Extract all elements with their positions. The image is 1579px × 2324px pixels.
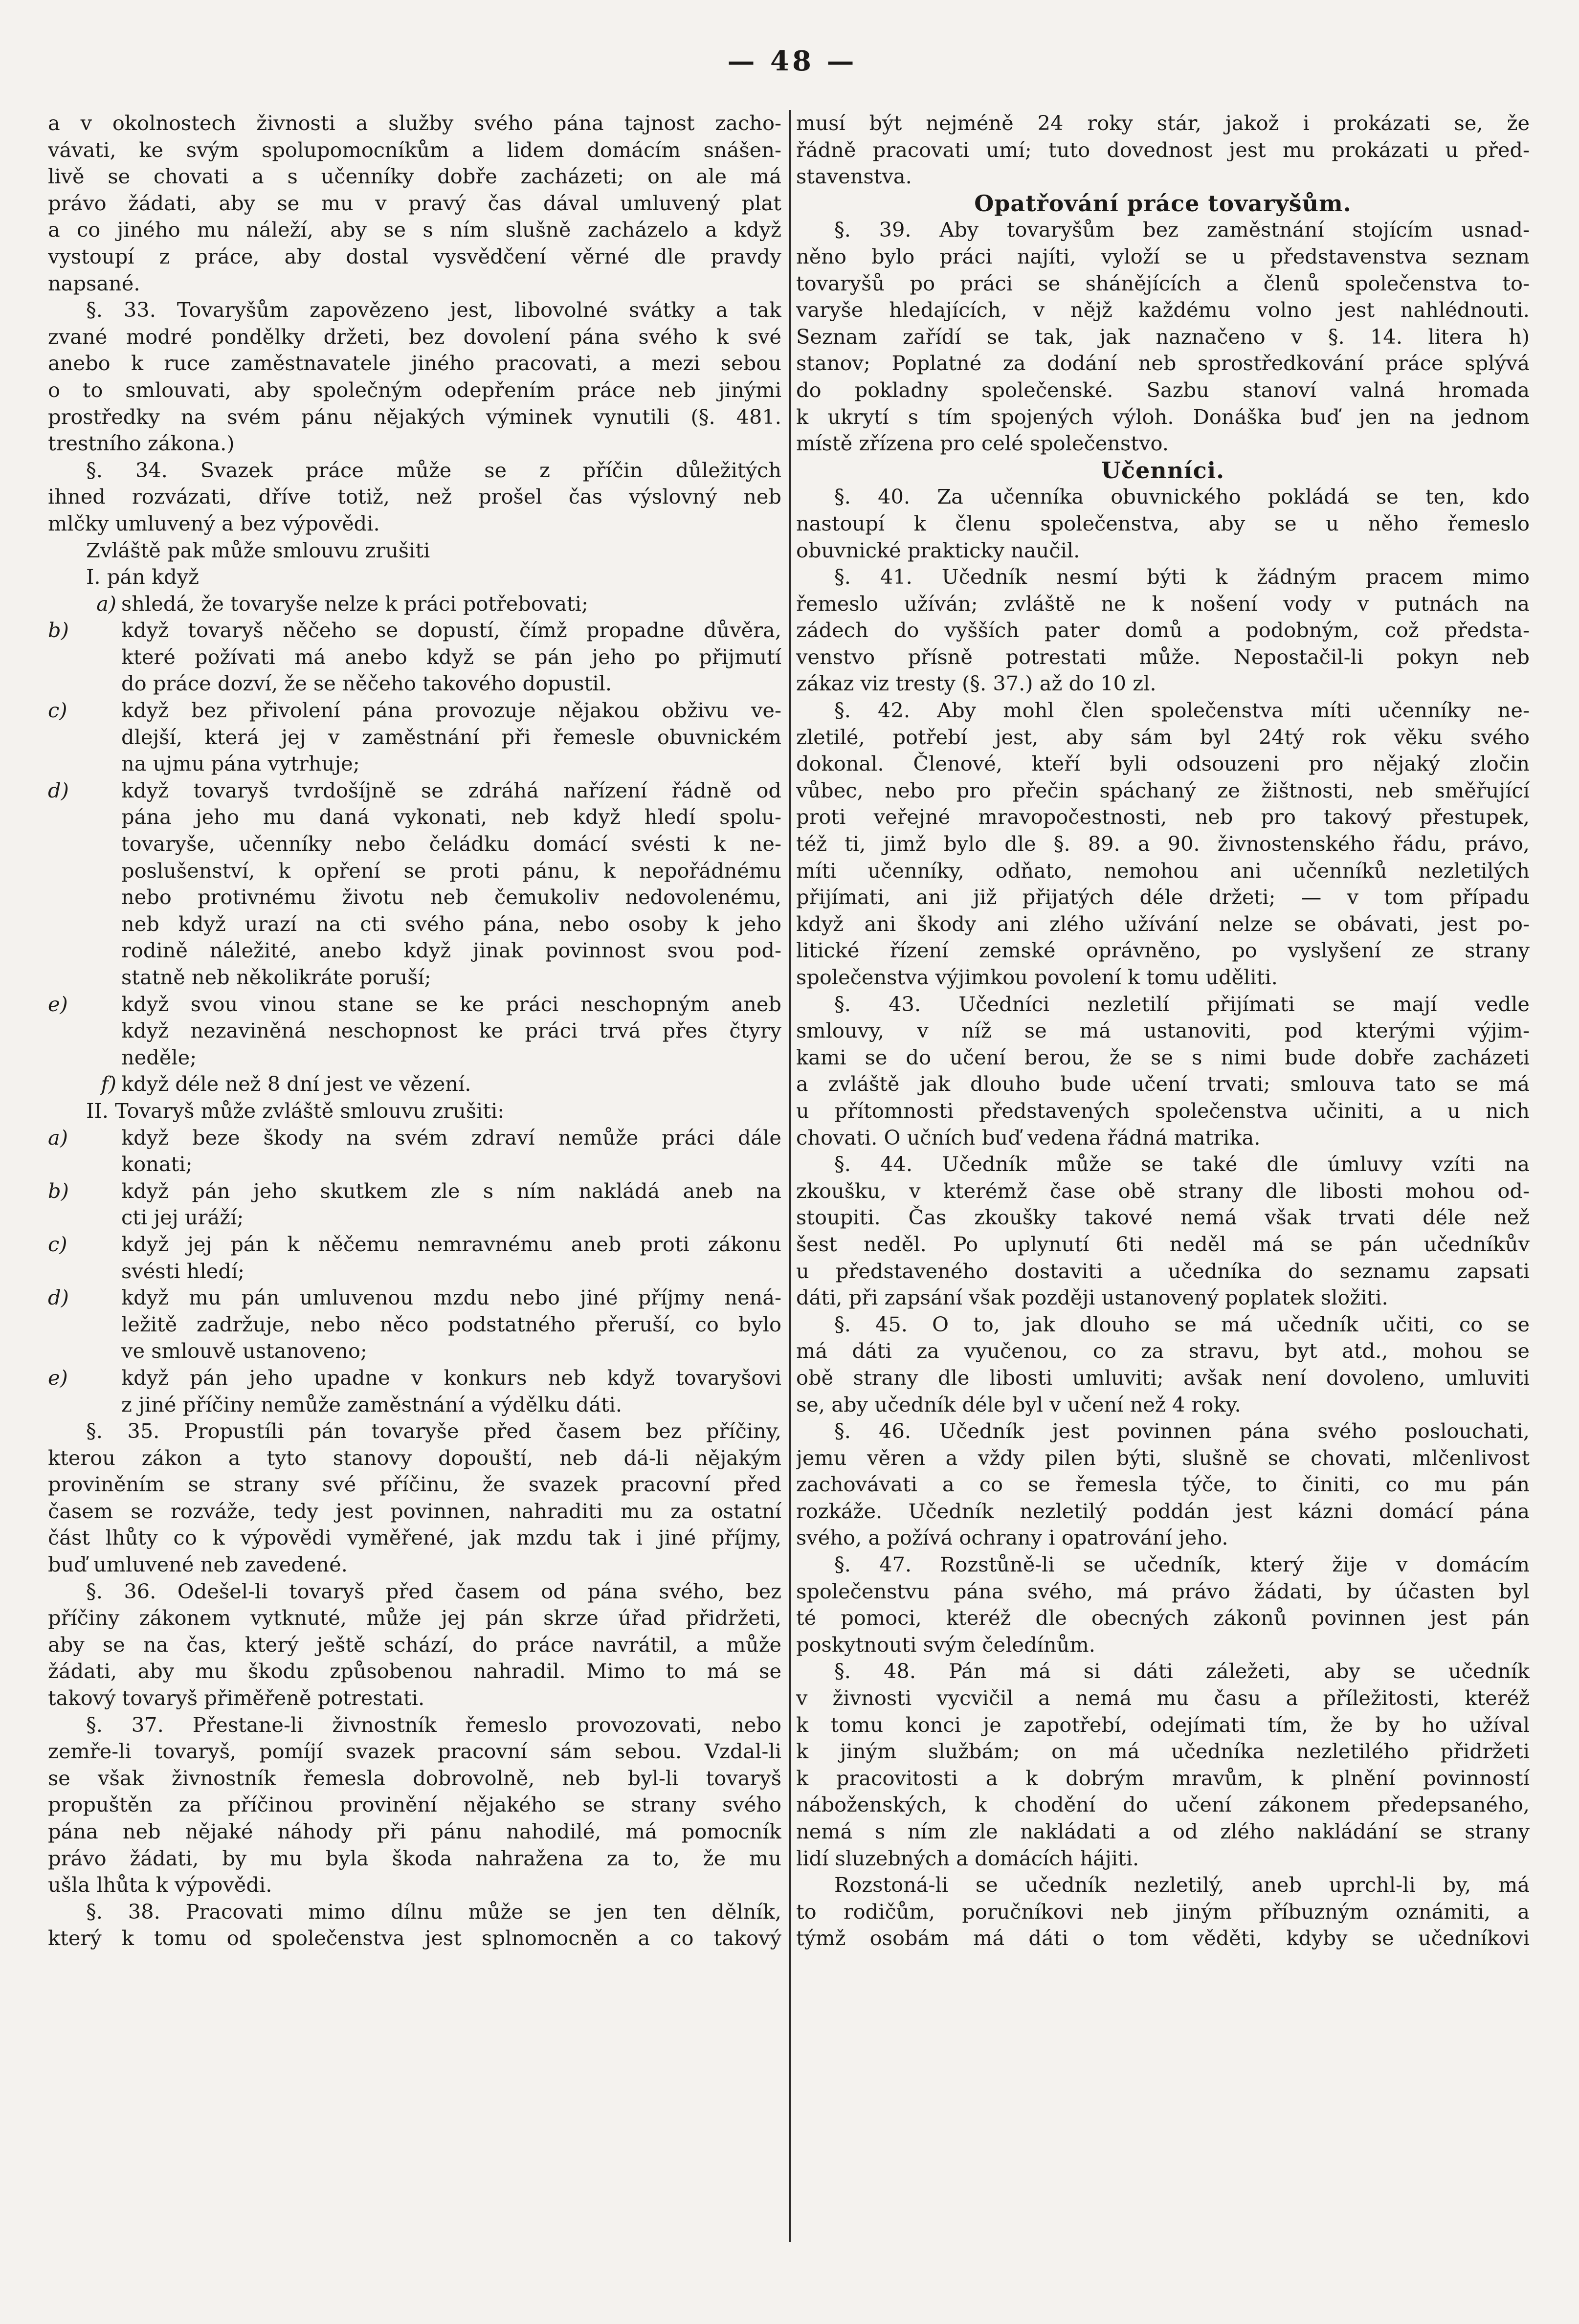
text-line bbox=[48, 137, 781, 164]
text-line bbox=[796, 911, 1530, 938]
left-column bbox=[48, 110, 781, 1952]
line-text: kterou zákon a tyto stanovy dopouští, neb dá-li nějakým bbox=[48, 1445, 781, 1470]
text-line bbox=[796, 1765, 1530, 1792]
text-line bbox=[48, 1178, 781, 1205]
text-line bbox=[48, 404, 781, 431]
line-text: §. 33. Tovaryšům zapovězeno jest, libovolné svátky a tak bbox=[86, 298, 781, 322]
line-text: ihned rozvázati, dříve totiž, než prošel čas výslovný neb bbox=[48, 485, 781, 509]
text-line bbox=[796, 1818, 1530, 1845]
line-text: právo žádati, by mu byla škoda nahražena za to, že mu bbox=[48, 1846, 781, 1870]
text-line bbox=[48, 991, 781, 1018]
line-text: §. 37. Přestane-li živnostník řemeslo provozovati, nebo bbox=[86, 1712, 781, 1737]
text-line bbox=[48, 1231, 781, 1258]
line-text: §. 47. Rozstůně-li se učedník, který žije v domácím bbox=[834, 1552, 1530, 1577]
text-line bbox=[48, 1338, 781, 1365]
text-line bbox=[796, 1738, 1530, 1765]
text-line bbox=[48, 1818, 781, 1845]
text-line bbox=[796, 163, 1530, 190]
line-text: ležitě zadržuje, nebo něco podstatného přeruší, co bylo bbox=[121, 1312, 781, 1336]
line-text: na ujmu pána vytrhuje; bbox=[121, 752, 360, 776]
line-text: §. 48. Pán má si dáti záležeti, aby se učedník bbox=[834, 1659, 1530, 1683]
line-text: §. 38. Pracovati mimo dílnu může se jen ten dělník, bbox=[86, 1899, 781, 1924]
line-text: varyše hledajících, v nějž každému volno jest nahlédnouti. bbox=[796, 298, 1530, 322]
text-line bbox=[48, 163, 781, 190]
line-text: poslušenství, k opření se proti pánu, k nepořádnému bbox=[121, 858, 781, 883]
line-text: které požívati má anebo když se pán jeho po přijmutí bbox=[121, 644, 781, 669]
line-text: poskytnouti svým čeledínům. bbox=[796, 1632, 1095, 1657]
line-text: proviněním se strany své příčinu, že svazek pracovní před bbox=[48, 1472, 781, 1497]
text-line bbox=[48, 1071, 781, 1098]
text-line bbox=[48, 1311, 781, 1338]
text-line bbox=[48, 484, 781, 510]
line-text: u představeného dostaviti a učedníka do seznamu zapsati bbox=[796, 1259, 1530, 1283]
line-text: ve smlouvě ustanoveno; bbox=[121, 1339, 367, 1363]
line-text: ušla lhůta k výpovědi. bbox=[48, 1873, 272, 1897]
line-text: týmž osobám má dáti o tom věděti, kdyby se učedníkovi bbox=[796, 1926, 1530, 1950]
line-text: řemeslo užíván; zvláště ne k nošení vody v putnách na bbox=[796, 591, 1530, 616]
line-text: se však živnostník řemesla dobrovolně, neb byl-li tovaryš bbox=[48, 1766, 781, 1790]
text-line bbox=[48, 1738, 781, 1765]
text-line bbox=[48, 1632, 781, 1659]
line-text: zachovávati a co se řemesla týče, to činiti, co mu pán bbox=[796, 1472, 1530, 1497]
text-line bbox=[48, 190, 781, 217]
line-text: Seznam zařídí se tak, jak naznačeno v §. 14. litera h) bbox=[796, 324, 1530, 349]
item-label: e) bbox=[48, 992, 68, 1016]
line-text: §. 41. Učedník nesmí býti k žádným pracem mimo bbox=[834, 565, 1530, 589]
text-line bbox=[796, 1685, 1530, 1712]
text-line bbox=[48, 110, 781, 137]
text-line bbox=[48, 1151, 781, 1178]
right-column bbox=[796, 110, 1530, 1952]
text-line bbox=[796, 270, 1530, 297]
text-line bbox=[796, 1632, 1530, 1659]
line-text: část lhůty co k výpovědi vyměřené, jak mzdu tak i jiné příjmy, bbox=[48, 1526, 781, 1550]
text-line bbox=[796, 991, 1530, 1018]
line-text: k ukrytí s tím spojených výloh. Donáška buď jen na jednom bbox=[796, 404, 1530, 429]
line-text: litické řízení zemské oprávněno, po vyslyšení ze strany bbox=[796, 938, 1530, 963]
text-line bbox=[796, 751, 1530, 777]
text-line bbox=[796, 964, 1530, 991]
text-line bbox=[48, 1258, 781, 1285]
text-line bbox=[796, 297, 1530, 324]
line-text: řádně pracovati umí; tuto dovednost jest mu prokázati u před- bbox=[796, 137, 1530, 162]
line-text: který k tomu od společenstva jest splnomocněn a co takový bbox=[48, 1926, 781, 1950]
line-text: zkoušku, v kterémž čase obě strany dle libosti mohou od- bbox=[796, 1178, 1530, 1203]
item-label: e) bbox=[48, 1365, 68, 1390]
line-text: a v okolnostech živnosti a služby svého pána tajnost zacho- bbox=[48, 111, 781, 135]
text-line bbox=[796, 1658, 1530, 1685]
line-text: když nezaviněná neschopnost ke práci trvá přes čtyry bbox=[121, 1018, 781, 1043]
text-line bbox=[796, 697, 1530, 724]
text-line bbox=[796, 404, 1530, 431]
text-line bbox=[796, 1365, 1530, 1392]
text-line bbox=[796, 777, 1530, 804]
line-text: tovaryšů po práci se sháněјících a členů společenstva to- bbox=[796, 271, 1530, 295]
text-line bbox=[796, 1578, 1530, 1605]
line-text: smlouvy, v níž se má ustanoviti, pod kterými výjim- bbox=[796, 1018, 1530, 1043]
text-line bbox=[48, 430, 781, 457]
line-text: místě zřízena pro celé společenstvo. bbox=[796, 431, 1169, 456]
text-line bbox=[48, 1445, 781, 1472]
text-line bbox=[796, 430, 1530, 457]
text-line bbox=[48, 964, 781, 991]
text-line bbox=[48, 243, 781, 270]
text-line bbox=[796, 1712, 1530, 1739]
text-line bbox=[48, 644, 781, 671]
text-line bbox=[796, 1178, 1530, 1205]
line-text: shledá, že tovaryše nelze k práci potřebovati; bbox=[121, 591, 589, 616]
line-text: té pomoci, kteréž dle obecných zákonů povinnen jest pán bbox=[796, 1606, 1530, 1630]
text-line bbox=[48, 1525, 781, 1551]
line-text: když svou vinou stane se ke práci neschopným aneb bbox=[121, 992, 781, 1016]
line-text: něno bylo práci najíti, vyloží se u představenstva seznam bbox=[796, 244, 1530, 268]
line-text: o to smlouvati, aby společným odepřením práce neb jinými bbox=[48, 377, 781, 402]
text-line bbox=[796, 591, 1530, 618]
text-line bbox=[796, 484, 1530, 510]
line-text: když déle než 8 dní jest ve vězení. bbox=[121, 1072, 471, 1096]
item-label: c) bbox=[48, 1232, 67, 1256]
column-divider bbox=[789, 110, 791, 2242]
text-line bbox=[796, 724, 1530, 751]
text-line bbox=[48, 751, 781, 777]
line-text: §. 43. Učedníci nezletilí přijímati se mají vedle bbox=[834, 992, 1530, 1016]
line-text: pána neb nějaké náhody při pánu nahodilé, má pomocník bbox=[48, 1819, 781, 1843]
text-line bbox=[796, 243, 1530, 270]
line-text: mlčky umluvený a bez výpovědi. bbox=[48, 511, 380, 535]
line-text: rodině náležité, anebo když jinak povinnost svou pod- bbox=[121, 938, 781, 963]
line-text: když jej pán k něčemu nemravnému aneb proti zákonu bbox=[121, 1232, 781, 1256]
line-text: žádati, aby mu škodu způsobenou nahradil. Mimo to má se bbox=[48, 1659, 781, 1683]
text-line bbox=[48, 377, 781, 404]
line-text: Zvláště pak může smlouvu zrušiti bbox=[86, 538, 430, 562]
text-line bbox=[48, 1712, 781, 1739]
item-label: b) bbox=[48, 1178, 69, 1203]
text-line bbox=[796, 1845, 1530, 1872]
text-line bbox=[796, 1445, 1530, 1472]
text-line bbox=[796, 884, 1530, 911]
text-line bbox=[796, 1392, 1530, 1418]
line-text: když tovaryš něčeho se dopustí, čímž propadne důvěra, bbox=[121, 618, 781, 642]
text-line bbox=[796, 1925, 1530, 1952]
line-text: časem se rozváže, tedy jest povinnen, nahraditi mu za ostatní bbox=[48, 1499, 781, 1523]
section-heading: Opatřování práce tovaryšům. bbox=[974, 190, 1352, 217]
text-line bbox=[796, 1071, 1530, 1098]
line-text: lidí sluzebných a domácích hájiti. bbox=[796, 1846, 1139, 1870]
text-line bbox=[48, 1125, 781, 1151]
text-line bbox=[48, 1845, 781, 1872]
text-line bbox=[796, 1551, 1530, 1578]
text-line bbox=[48, 297, 781, 324]
line-text: obě strany dle libosti umluviti; avšak není dovoleno, umluviti bbox=[796, 1365, 1530, 1390]
line-text: do práce dozví, že se něčeho takového dopustil. bbox=[121, 671, 612, 696]
line-text: příčiny zákonem vytknuté, může jej pán skrze úřad přidržeti, bbox=[48, 1606, 781, 1630]
line-text: pána jeho mu daná vykonati, neb když hledí spolu- bbox=[121, 805, 781, 829]
text-line bbox=[48, 270, 781, 297]
text-line bbox=[796, 1204, 1530, 1231]
line-text: náboženských, k chodění do učení zákonem předepsaného, bbox=[796, 1793, 1530, 1817]
text-line bbox=[48, 617, 781, 644]
line-text: svého, a požívá ochrany i opatrování jeho. bbox=[796, 1526, 1228, 1550]
line-text: vůbec, nebo pro přečin spáchaný ze žištnosti, neb směřující bbox=[796, 778, 1530, 802]
item-label: f) bbox=[101, 1072, 116, 1096]
line-text: zvané modré pondělky držeti, bez dovolení pána svého k své bbox=[48, 324, 781, 349]
line-text: k tomu konci je zapotřebí, odejímati tím, že by ho užíval bbox=[796, 1712, 1530, 1737]
text-line bbox=[796, 804, 1530, 831]
line-text: obuvnické prakticky naučil. bbox=[796, 538, 1080, 562]
text-line bbox=[796, 217, 1530, 243]
line-text: nastoupí k členu společenstva, aby se u něho řemeslo bbox=[796, 511, 1530, 535]
text-line bbox=[48, 1685, 781, 1712]
text-line bbox=[48, 350, 781, 377]
text-line bbox=[48, 804, 781, 831]
text-line bbox=[796, 537, 1530, 564]
item-label: d) bbox=[48, 778, 69, 802]
line-text: stanov; Poplatné za dodání neb sprostředkování práce splývá bbox=[796, 351, 1530, 376]
line-text: chovati. O učních buď vedena řádná matrika. bbox=[796, 1125, 1261, 1150]
line-text: §. 36. Odešel-li tovaryš před časem od pána svého, bez bbox=[86, 1579, 781, 1603]
text-line bbox=[796, 1418, 1530, 1445]
text-line bbox=[48, 1418, 781, 1445]
line-text: a zvláště jak dlouho bude učení trvati; smlouva tato se má bbox=[796, 1072, 1530, 1096]
line-text: má dáti za vyučenou, co za stravu, byt atd., mohou se bbox=[796, 1339, 1530, 1363]
page-number: — 48 — bbox=[727, 45, 857, 77]
text-line bbox=[48, 911, 781, 938]
text-line bbox=[48, 1792, 781, 1818]
line-text: dáti, při zapsání však později ustanovený poplatek složiti. bbox=[796, 1285, 1388, 1310]
line-text: dlejší, která jej v zaměstnání při řemesle obuvnickém bbox=[121, 725, 781, 749]
line-text: nemá s ním zle nakládati a od zlého nakládání se strany bbox=[796, 1819, 1530, 1843]
line-text: míti učenníky, odňato, nemohou ani učenníků nezletilých bbox=[796, 858, 1530, 883]
text-line bbox=[796, 1311, 1530, 1338]
item-label: a) bbox=[96, 591, 116, 616]
text-line bbox=[48, 858, 781, 885]
line-text: když ani škody ani zlého užívání nelze se obávati, jest po- bbox=[796, 911, 1530, 936]
text-line bbox=[48, 937, 781, 964]
line-text: anebo k ruce zaměstnavatele jiného pracovati, a mezi sebou bbox=[48, 351, 781, 376]
text-line bbox=[796, 350, 1530, 377]
text-line bbox=[48, 884, 781, 911]
line-text: II. Tovaryš může zvláště smlouvu zrušiti: bbox=[86, 1098, 505, 1123]
text-line bbox=[796, 858, 1530, 885]
line-text: se, aby učedník déle byl v učení než 4 roky. bbox=[796, 1392, 1241, 1417]
line-text: šest neděl. Po uplynutí 6ti neděl má se pán učedníkův bbox=[796, 1232, 1530, 1256]
text-line bbox=[796, 1498, 1530, 1525]
line-text: §. 45. O to, jak dlouho se má učedník učiti, co se bbox=[834, 1312, 1530, 1336]
text-line bbox=[48, 724, 781, 751]
text-line bbox=[48, 1284, 781, 1311]
text-line bbox=[48, 1365, 781, 1392]
item-label: b) bbox=[48, 618, 69, 642]
line-text: §. 46. Učedník jest povinnen pána svého poslouchati, bbox=[834, 1419, 1530, 1443]
text-line bbox=[48, 1098, 781, 1125]
line-text: trestního zákona.) bbox=[48, 431, 235, 456]
line-text: takový tovaryš přiměřeně potrestati. bbox=[48, 1686, 425, 1710]
text-line bbox=[796, 324, 1530, 351]
line-text: když mu pán umluvenou mzdu nebo jiné příjmy nená- bbox=[121, 1285, 781, 1310]
line-text: §. 40. Za učenníka obuvnického pokládá se ten, kdo bbox=[834, 485, 1530, 509]
text-line bbox=[48, 831, 781, 858]
text-line bbox=[48, 1899, 781, 1926]
line-text: u přítomnosti představených společenstva učiniti, a u nich bbox=[796, 1098, 1530, 1123]
text-line bbox=[796, 670, 1530, 697]
line-text: zletilé, potřebí jest, aby sám byl 24tý rok věku svého bbox=[796, 725, 1530, 749]
text-line bbox=[48, 670, 781, 697]
line-text: vávati, ke svým spolupomocníkům a lidem domácím snášen- bbox=[48, 137, 781, 162]
line-text: cti jej uráží; bbox=[121, 1205, 244, 1230]
text-line bbox=[796, 1899, 1530, 1926]
line-text: aby se na čas, který ještě schází, do práce navrátil, a může bbox=[48, 1632, 781, 1657]
item-label: c) bbox=[48, 698, 67, 723]
line-text: prostředky na svém pánu nějakých výminek vynutili (§. 481. bbox=[48, 404, 781, 429]
line-text: když tovaryš tvrdošíjně se zdráhá nařízení řádně od bbox=[121, 778, 781, 802]
text-line bbox=[48, 510, 781, 537]
line-text: buď umluvené neb zavedené. bbox=[48, 1552, 348, 1577]
line-text: když pán jeho skutkem zle s ním nakládá aneb na bbox=[121, 1178, 781, 1203]
line-text: rozkáže. Učedník nezletilý poddán jest kázni domácí pána bbox=[796, 1499, 1530, 1523]
item-label: d) bbox=[48, 1285, 69, 1310]
text-line bbox=[796, 137, 1530, 164]
text-line bbox=[48, 1204, 781, 1231]
line-text: I. pán když bbox=[86, 565, 200, 589]
line-text: zákaz viz tresty (§. 37.) až do 10 zl. bbox=[796, 671, 1156, 696]
line-text: k jiným službám; on má učedníka nezletilého přidržeti bbox=[796, 1739, 1530, 1764]
line-text: konati; bbox=[121, 1152, 193, 1176]
text-line bbox=[796, 1792, 1530, 1818]
line-text: dokonal. Členové, kteří byli odsouzeni pro nějaký zločin bbox=[796, 752, 1530, 776]
line-text: zemře-li tovaryš, pomíjí svazek pracovní sám sebou. Vzdal-li bbox=[48, 1739, 781, 1764]
text-line bbox=[48, 1578, 781, 1605]
text-line bbox=[48, 564, 781, 591]
line-text: vystoupí z práce, aby dostal vysvědčení věrné dle pravdy bbox=[48, 244, 781, 268]
text-line bbox=[796, 564, 1530, 591]
text-line bbox=[796, 1125, 1530, 1151]
line-text: zádech do vyšších pater domů a podobným, což předsta- bbox=[796, 618, 1530, 642]
text-line bbox=[796, 377, 1530, 404]
text-line bbox=[48, 591, 781, 618]
text-line bbox=[796, 1872, 1530, 1899]
line-text: a co jiného mu náleží, aby se s ním slušně zacházelo a když bbox=[48, 218, 781, 242]
line-text: napsané. bbox=[48, 271, 140, 295]
text-line bbox=[48, 1018, 781, 1044]
text-line bbox=[796, 937, 1530, 964]
text-line bbox=[48, 777, 781, 804]
line-text: to rodičům, poručníkovi neb jiným příbuzným oznámiti, a bbox=[796, 1899, 1530, 1924]
text-line bbox=[796, 110, 1530, 137]
line-text: §. 35. Propustíli pán tovaryše před časem bez příčiny, bbox=[86, 1419, 781, 1443]
section-heading: Učenníci. bbox=[1101, 457, 1225, 484]
line-text: právo žádati, aby se mu v pravý čas dával umluvený plat bbox=[48, 191, 781, 215]
line-text: §. 34. Svazek práce může se z příčin důležitých bbox=[86, 458, 781, 482]
item-label: a) bbox=[48, 1125, 68, 1150]
text-line bbox=[796, 617, 1530, 644]
line-text: nebo protivnému životu neb čemukoliv nedovolenému, bbox=[121, 885, 781, 909]
text-line bbox=[796, 1605, 1530, 1632]
text-line bbox=[796, 1044, 1530, 1071]
line-text: též ti, jimž bylo dle §. 89. a 90. živnostenského řádu, právo, bbox=[796, 832, 1530, 856]
text-line bbox=[48, 1498, 781, 1525]
text-line bbox=[48, 1925, 781, 1952]
line-text: musí být nejméně 24 roky stár, jakož i prokázati se, že bbox=[796, 111, 1530, 135]
line-text: přijímati, ani již přijatých déle držeti; — v tom případu bbox=[796, 885, 1530, 909]
line-text: §. 39. Aby tovaryšům bez zaměstnání stojícím usnad- bbox=[834, 218, 1530, 242]
text-line bbox=[48, 1765, 781, 1792]
line-text: když bez přivolení pána provozuje nějakou obživu ve- bbox=[121, 698, 781, 723]
line-text: statně neb několikráte poruší; bbox=[121, 965, 431, 989]
text-line bbox=[48, 1872, 781, 1899]
text-line bbox=[796, 1151, 1530, 1178]
text-line bbox=[796, 1018, 1530, 1044]
text-line bbox=[796, 831, 1530, 858]
line-text: proti veřejné mravopočestnosti, neb pro takový přestupek, bbox=[796, 805, 1530, 829]
line-text: stavenstva. bbox=[796, 164, 912, 189]
line-text: livě se chovati a s učenníky dobře zacházeti; on ale má bbox=[48, 164, 781, 189]
line-text: Rozstoná-li se učedník nezletilý, aneb uprchl-li by, má bbox=[834, 1873, 1530, 1897]
line-text: neb když urazí na cti svého pána, nebo osoby k jeho bbox=[121, 911, 781, 936]
text-line bbox=[796, 1338, 1530, 1365]
text-line bbox=[796, 1471, 1530, 1498]
text-line bbox=[796, 644, 1530, 671]
line-text: z jiné příčiny nemůže zaměstnání a výdělku dáti. bbox=[121, 1392, 623, 1417]
text-line bbox=[48, 1392, 781, 1418]
line-text: propuštěn za příčinou provinění nějakého se strany svého bbox=[48, 1793, 781, 1817]
line-text: jemu věren a vždy pilen býti, slušně se chovati, mlčenlivost bbox=[796, 1445, 1530, 1470]
line-text: venstvo přísně potrestati může. Nepostačil-li pokyn neb bbox=[796, 644, 1530, 669]
line-text: v živnosti vycvičil a nemá mu času a příležitosti, kteréž bbox=[796, 1686, 1530, 1710]
line-text: do pokladny společenské. Sazbu stanoví valná hromada bbox=[796, 377, 1530, 402]
text-line bbox=[796, 1231, 1530, 1258]
line-text: §. 44. Učedník může se také dle úmluvy vzíti na bbox=[834, 1152, 1530, 1176]
text-line bbox=[48, 1471, 781, 1498]
line-text: k pracovitosti a k dobrým mravům, k plnění povinností bbox=[796, 1766, 1530, 1790]
line-text: společenstva výjimkou povolení k tomu uděliti. bbox=[796, 965, 1278, 989]
text-line bbox=[796, 1098, 1530, 1125]
line-text: když beze škody na svém zdraví nemůže práci dále bbox=[121, 1125, 781, 1150]
text-line bbox=[48, 1044, 781, 1071]
line-text: neděle; bbox=[121, 1045, 197, 1069]
line-text: svésti hledí; bbox=[121, 1259, 245, 1283]
text-line bbox=[796, 510, 1530, 537]
text-line bbox=[796, 1525, 1530, 1551]
text-line bbox=[48, 697, 781, 724]
text-line bbox=[48, 217, 781, 243]
line-text: stoupiti. Čas zkoušky takové nemá však trvati déle než bbox=[796, 1205, 1530, 1230]
line-text: kami se do učení berou, že se s nimi bude dobře zacházeti bbox=[796, 1045, 1530, 1069]
text-line bbox=[48, 324, 781, 351]
text-line bbox=[48, 457, 781, 484]
line-text: tovaryše, učenníky nebo čeládku domácí svésti k ne- bbox=[121, 832, 781, 856]
line-text: společenstvu pána svého, má právo žádati, by účasten byl bbox=[796, 1579, 1530, 1603]
text-line bbox=[796, 1284, 1530, 1311]
text-line bbox=[796, 1258, 1530, 1285]
text-line bbox=[48, 537, 781, 564]
text-line bbox=[48, 1658, 781, 1685]
line-text: §. 42. Aby mohl člen společenstva míti učenníky ne- bbox=[834, 698, 1530, 723]
text-line bbox=[48, 1551, 781, 1578]
text-line bbox=[48, 1605, 781, 1632]
line-text: když pán jeho upadne v konkurs neb když tovaryšovi bbox=[121, 1365, 781, 1390]
